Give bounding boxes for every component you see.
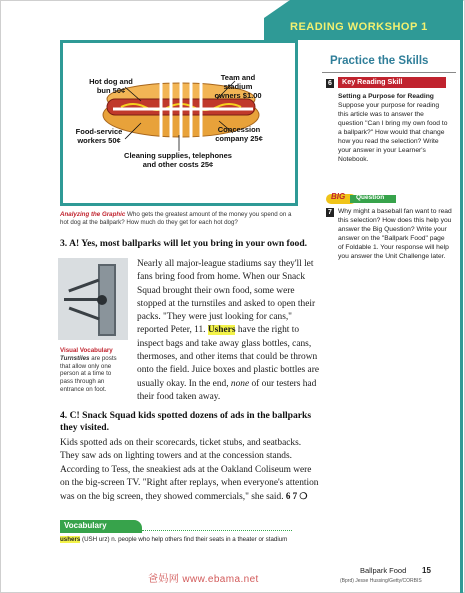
caption-lead: Analyzing the Graphic <box>60 211 126 218</box>
section-a-para-1: Nearly all major-league stadiums say they'll let fans bring food from home. When our Snack Squad brought their own food, some were stopped at the turnstiles and asked to open their packs. "They were just looking for cans," reported Peter, 11. <box>137 259 316 336</box>
right-edge-rule <box>460 0 463 593</box>
key-skill-tab <box>338 77 446 88</box>
hotdog-cost-graphic <box>60 40 298 206</box>
label-hotdog-bun: Hot dog and bun 50¢ <box>89 77 133 95</box>
big-question-label: Question <box>356 194 385 201</box>
vocabulary-tab <box>60 520 142 533</box>
vocabulary-tab-label: Vocabulary <box>64 521 107 530</box>
label-food-service: Food-service workers 50¢ <box>75 127 123 145</box>
none-emphasis: none <box>230 378 250 389</box>
section-c-heading: 4. C! Snack Squad kids spotted dozens of ads in the ballparks they visited. <box>60 410 312 433</box>
header-corner <box>264 0 290 18</box>
label-concession: Concession company 25¢ <box>215 125 263 143</box>
vocab-word: ushers <box>60 536 81 543</box>
turnstile-image <box>58 258 128 340</box>
section-a-body <box>137 258 319 404</box>
item-6-number: 6 <box>326 79 334 88</box>
section-a-para-3: of our testers had their food taken away. <box>137 378 317 402</box>
visual-vocab-title: Visual Vocabulary <box>60 347 113 354</box>
visual-vocab-text: are posts that allow only one person at a time to pass through an entrance on foot. <box>60 354 117 393</box>
page-number: 15 <box>422 566 431 575</box>
label-cleaning: Cleaning supplies, telephones and other costs 25¢ <box>124 151 232 169</box>
vocabulary-definition <box>60 536 300 544</box>
question-markers: 6 7 ❍ <box>285 491 308 502</box>
label-team-owners: Team and stadium owners $1.00 <box>214 73 262 100</box>
vocab-def-text: (USH urz) n. people who help others find their seats in a theater or stadium <box>80 536 288 543</box>
site-watermark: 爸妈网 www.ebama.net <box>148 574 259 585</box>
item-6-body: Suppose your purpose for reading this article was to answer the question "Can I bring my own food to a ballpark?" How would that change how you read the selection? Write your answer in your Learner's Notebook. <box>338 102 448 163</box>
item-7-number: 7 <box>326 208 334 217</box>
photo-credit: (Bprd) Jesse Hussing/Getty/CORBIS <box>340 578 422 584</box>
header-strip <box>290 0 460 18</box>
section-a-heading: 3. A! Yes, most ballparks will let you bring in your own food. <box>60 238 308 249</box>
vocabulary-rule <box>142 530 292 531</box>
section-a-para-2: have the right to inspect bags and take away glass bottles, cans, thermoses, and other items that could be thrown onto the field. Juice boxes and plastic bottles are usually okay. In the end, <box>137 325 319 389</box>
section-c-body <box>60 437 322 504</box>
visual-vocabulary <box>60 347 122 394</box>
graphic-caption <box>60 211 296 227</box>
caption-text: Who gets the greatest amount of the money you spend on a hot dog at the ballpark? How much do they get for each hot dog? <box>60 211 292 226</box>
workshop-title: READING WORKSHOP 1 <box>290 21 428 33</box>
item-6-text <box>338 92 450 164</box>
workshop-banner <box>264 18 460 40</box>
footer-title: Ballpark Food <box>360 566 407 575</box>
section-c-para: Kids spotted ads on their scorecards, ticket stubs, and seatbacks. They saw ads on lighting towers and at the concession stands. According to Tess, the sneakiest ads at the Oakland Coliseum were on the big-screen TV. "Right after replays, when everyone's attention was on the big screen, they showed commercials," she said. <box>60 438 319 503</box>
key-skill-label: Key Reading Skill <box>342 77 403 86</box>
visual-vocab-term: Turnstiles <box>60 354 90 362</box>
item-7-text: Why might a baseball fan want to read this selection? How does this help you answer the Big Question? Write your answer on the "Ballpark Food" page of Foldable 1. Your response will help you answer the Unit Challenge later. <box>338 208 452 260</box>
ushers-highlight: Ushers <box>207 325 236 336</box>
practice-title: Practice the Skills <box>330 55 429 67</box>
big-word: BIG <box>331 192 346 201</box>
practice-rule <box>322 72 456 73</box>
hotdog-illustration <box>63 43 295 203</box>
item-6-bold: Setting a Purpose for Reading <box>338 93 434 100</box>
